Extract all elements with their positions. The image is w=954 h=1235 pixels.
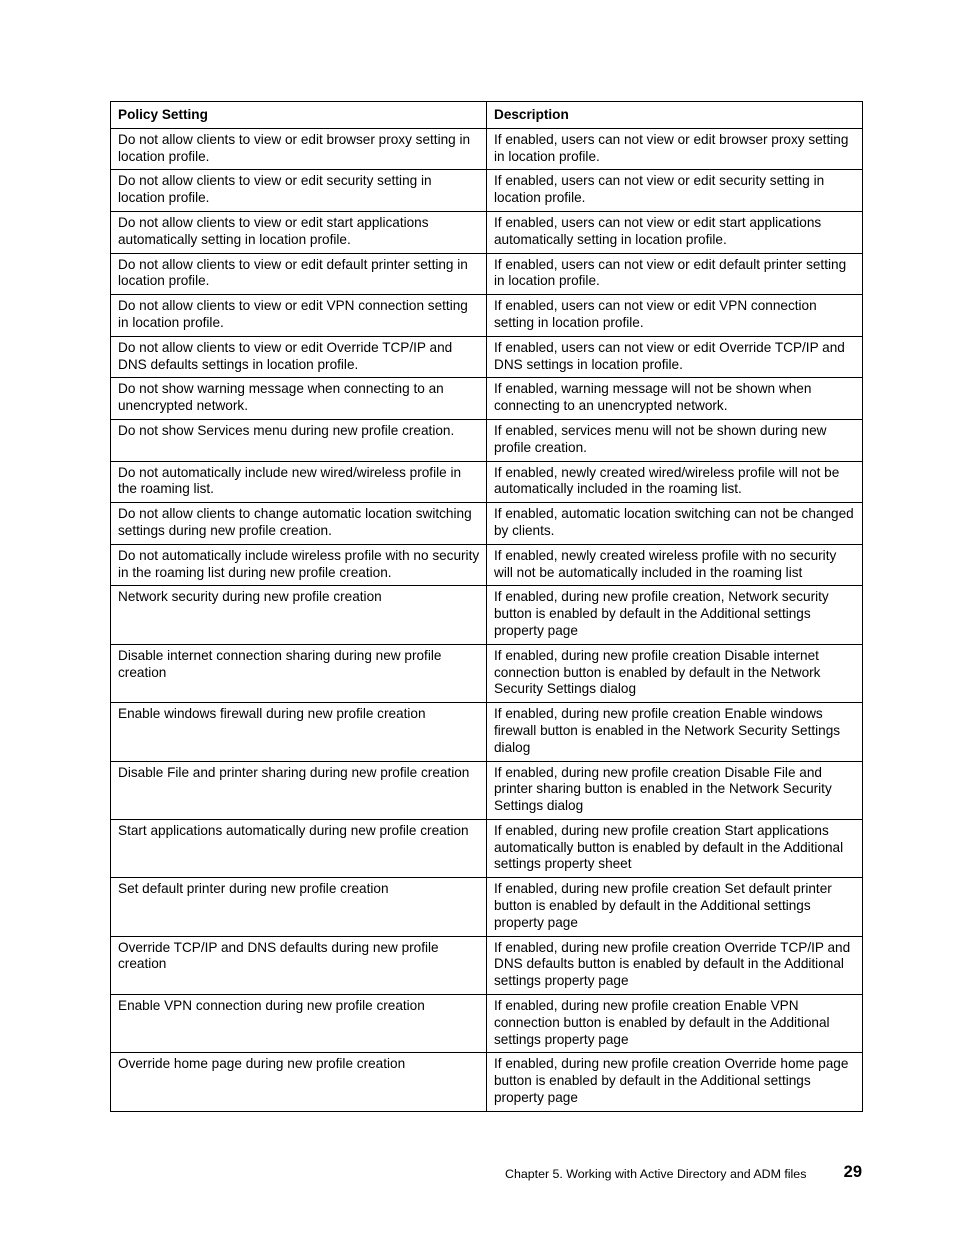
table-row <box>111 544 863 586</box>
table-row <box>111 703 863 761</box>
table-row <box>111 761 863 819</box>
policy-settings-table <box>110 101 863 1112</box>
description-cell: If enabled, users can not view or edit start applications automatically setting in location profile. <box>487 211 863 253</box>
description-cell: If enabled, during new profile creation Start applications automatically button is enabled by default in the Additional settings property sheet <box>487 819 863 877</box>
page-number: 29 <box>843 1163 862 1181</box>
description-cell: If enabled, during new profile creation Enable VPN connection button is enabled by default in the Additional settings property page <box>487 995 863 1053</box>
policy-setting-cell: Do not automatically include wireless profile with no security in the roaming list during new profile creation. <box>111 544 487 586</box>
policy-setting-cell: Network security during new profile creation <box>111 586 487 644</box>
policy-setting-cell: Override TCP/IP and DNS defaults during new profile creation <box>111 936 487 994</box>
description-cell: If enabled, users can not view or edit security setting in location profile. <box>487 170 863 212</box>
policy-setting-cell: Set default printer during new profile creation <box>111 878 487 936</box>
table-row <box>111 503 863 545</box>
policy-setting-cell: Do not allow clients to change automatic location switching settings during new profile creation. <box>111 503 487 545</box>
table-header-row <box>111 102 863 129</box>
table-row <box>111 995 863 1053</box>
description-cell: If enabled, during new profile creation Override TCP/IP and DNS defaults button is enabled by default in the Additional settings property page <box>487 936 863 994</box>
description-cell: If enabled, during new profile creation Enable windows firewall button is enabled in the Network Security Settings dialog <box>487 703 863 761</box>
policy-setting-cell: Do not automatically include new wired/wireless profile in the roaming list. <box>111 461 487 503</box>
table-row <box>111 644 863 702</box>
description-cell: If enabled, newly created wireless profile with no security will not be automatically included in the roaming list <box>487 544 863 586</box>
description-cell: If enabled, users can not view or edit Override TCP/IP and DNS settings in location profile. <box>487 336 863 378</box>
description-cell: If enabled, users can not view or edit browser proxy setting in location profile. <box>487 128 863 170</box>
table-row <box>111 170 863 212</box>
policy-setting-cell: Do not allow clients to view or edit start applications automatically setting in location profile. <box>111 211 487 253</box>
table-row <box>111 378 863 420</box>
description-cell: If enabled, users can not view or edit VPN connection setting in location profile. <box>487 295 863 337</box>
policy-setting-cell: Disable File and printer sharing during new profile creation <box>111 761 487 819</box>
column-header-policy-setting: Policy Setting <box>111 102 487 129</box>
description-cell: If enabled, during new profile creation Disable File and printer sharing button is enabled in the Network Security Settings dialog <box>487 761 863 819</box>
table-row <box>111 253 863 295</box>
policy-setting-cell: Do not allow clients to view or edit VPN connection setting in location profile. <box>111 295 487 337</box>
table-row <box>111 1053 863 1111</box>
description-cell: If enabled, during new profile creation Disable internet connection button is enabled by default in the Network Security Settings dialog <box>487 644 863 702</box>
table-row <box>111 878 863 936</box>
policy-setting-cell: Do not show Services menu during new profile creation. <box>111 419 487 461</box>
policy-setting-cell: Do not allow clients to view or edit Override TCP/IP and DNS defaults settings in location profile. <box>111 336 487 378</box>
description-cell: If enabled, during new profile creation Set default printer button is enabled by default in the Additional settings property page <box>487 878 863 936</box>
policy-setting-cell: Enable VPN connection during new profile creation <box>111 995 487 1053</box>
description-cell: If enabled, during new profile creation, Network security button is enabled by default in the Additional settings property page <box>487 586 863 644</box>
column-header-description: Description <box>487 102 863 129</box>
table-row <box>111 419 863 461</box>
description-cell: If enabled, warning message will not be shown when connecting to an unencrypted network. <box>487 378 863 420</box>
chapter-title: Chapter 5. Working with Active Directory and ADM files <box>505 1167 807 1181</box>
table-row <box>111 295 863 337</box>
policy-setting-cell: Enable windows firewall during new profile creation <box>111 703 487 761</box>
description-cell: If enabled, during new profile creation Override home page button is enabled by default in the Additional settings property page <box>487 1053 863 1111</box>
description-cell: If enabled, newly created wired/wireless profile will not be automatically included in the roaming list. <box>487 461 863 503</box>
policy-setting-cell: Do not allow clients to view or edit security setting in location profile. <box>111 170 487 212</box>
table-row <box>111 336 863 378</box>
policy-setting-cell: Do not show warning message when connecting to an unencrypted network. <box>111 378 487 420</box>
table-row <box>111 936 863 994</box>
description-cell: If enabled, services menu will not be shown during new profile creation. <box>487 419 863 461</box>
table-row <box>111 586 863 644</box>
policy-setting-cell: Do not allow clients to view or edit default printer setting in location profile. <box>111 253 487 295</box>
policy-setting-cell: Start applications automatically during new profile creation <box>111 819 487 877</box>
policy-setting-cell: Disable internet connection sharing during new profile creation <box>111 644 487 702</box>
description-cell: If enabled, automatic location switching can not be changed by clients. <box>487 503 863 545</box>
table-row <box>111 128 863 170</box>
description-cell: If enabled, users can not view or edit default printer setting in location profile. <box>487 253 863 295</box>
policy-setting-cell: Do not allow clients to view or edit browser proxy setting in location profile. <box>111 128 487 170</box>
table-row <box>111 211 863 253</box>
table-row <box>111 819 863 877</box>
policy-setting-cell: Override home page during new profile creation <box>111 1053 487 1111</box>
table-row <box>111 461 863 503</box>
